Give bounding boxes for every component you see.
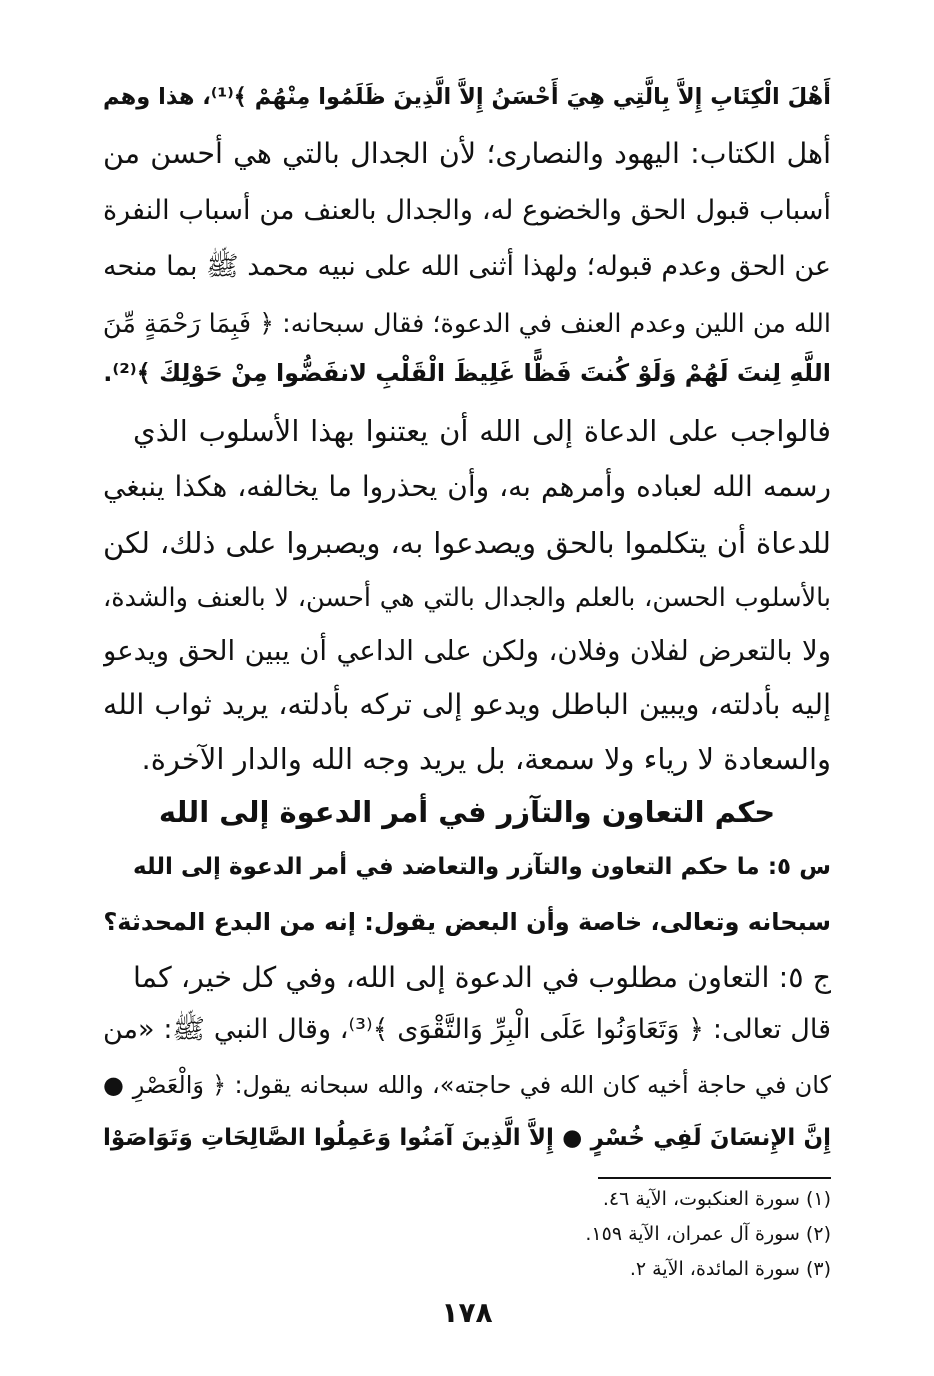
body-line-9: للدعاة أن يتكلموا بالحق ويصدعوا به، ويصبروا على ذلك، لكن bbox=[103, 526, 831, 560]
footnote-2: (٢) سورة آل عمران، الآية ١٥٩. bbox=[585, 1223, 831, 1245]
page-number: ١٧٨ bbox=[441, 1296, 493, 1329]
body-line-6: اللَّهِ لِنتَ لَهُمْ وَلَوْ كُنتَ فَظًّا غَلِيظَ الْقَلْبِ لانفَضُّوا مِنْ حَوْلِكَ ﴾⁽²⁾. bbox=[103, 359, 831, 387]
footnote-3: (٣) سورة المائدة، الآية ٢. bbox=[629, 1258, 831, 1280]
body-line-3: أسباب قبول الحق والخضوع له، والجدال بالعنف من أسباب النفرة bbox=[103, 195, 831, 226]
body-line-7: فالواجب على الدعاة إلى الله أن يعتنوا بهذا الأسلوب الذي bbox=[133, 414, 831, 448]
body-line-1: أَهْلَ الْكِتَابِ إِلاَّ بِالَّتِي هِيَ أَحْسَنُ إِلاَّ الَّذِينَ ظَلَمُوا مِنْهُمْ ﴾⁽¹⁾، هذا وهم bbox=[103, 84, 831, 110]
footnote-separator bbox=[598, 1177, 831, 1179]
body-line-2: أهل الكتاب: اليهود والنصارى؛ لأن الجدال بالتي هي أحسن من bbox=[103, 137, 831, 170]
question-line-2: سبحانه وتعالى، خاصة وأن البعض يقول: إنه من البدع المحدثة؟ bbox=[103, 908, 831, 936]
body-line-4: عن الحق وعدم قبوله؛ ولهذا أثنى الله على نبيه محمد ﷺ بما منحه bbox=[103, 251, 831, 282]
answer-line-2: قال تعالى: ﴿ وَتَعَاوَنُوا عَلَى الْبِرِّ وَالتَّقْوَى ﴾⁽³⁾، وقال النبي ﷺ: «من bbox=[103, 1014, 831, 1045]
body-line-8: رسمه الله لعباده وأمرهم به، وأن يحذروا ما يخالفه، هكذا ينبغي bbox=[103, 470, 831, 503]
body-line-13: والسعادة لا رياء ولا سمعة، بل يريد وجه الله والدار الآخرة. bbox=[141, 742, 831, 776]
answer-line-1: ج ٥: التعاون مطلوب في الدعوة إلى الله، وفي كل خير، كما bbox=[133, 961, 831, 994]
section-heading: حكم التعاون والتآزر في أمر الدعوة إلى الله bbox=[158, 795, 776, 829]
answer-line-3: كان في حاجة أخيه كان الله في حاجته»، والله سبحانه يقول: ﴿ وَالْعَصْرِ ● bbox=[103, 1071, 831, 1099]
answer-line-4: إِنَّ الإِنسَانَ لَفِي خُسْرٍ ● إِلاَّ الَّذِينَ آمَنُوا وَعَمِلُوا الصَّالِحَاتِ وَتَوَاصَوْا bbox=[103, 1125, 831, 1151]
question-line-1: س ٥: ما حكم التعاون والتآزر والتعاضد في أمر الدعوة إلى الله bbox=[133, 854, 831, 880]
body-line-12: إليه بأدلته، ويبين الباطل ويدعو إلى تركه بأدلته، يريد ثواب الله bbox=[103, 688, 831, 721]
body-line-11: ولا بالتعرض لفلان وفلان، ولكن على الداعي أن يبين الحق ويدعو bbox=[103, 635, 831, 667]
body-line-5: الله من اللين وعدم العنف في الدعوة؛ فقال سبحانه: ﴿ فَبِمَا رَحْمَةٍ مِّنَ bbox=[103, 309, 831, 339]
body-line-10: بالأسلوب الحسن، بالعلم والجدال بالتي هي أحسن، لا بالعنف والشدة، bbox=[103, 583, 831, 613]
footnote-1: (١) سورة العنكبوت، الآية ٤٦. bbox=[602, 1188, 831, 1210]
